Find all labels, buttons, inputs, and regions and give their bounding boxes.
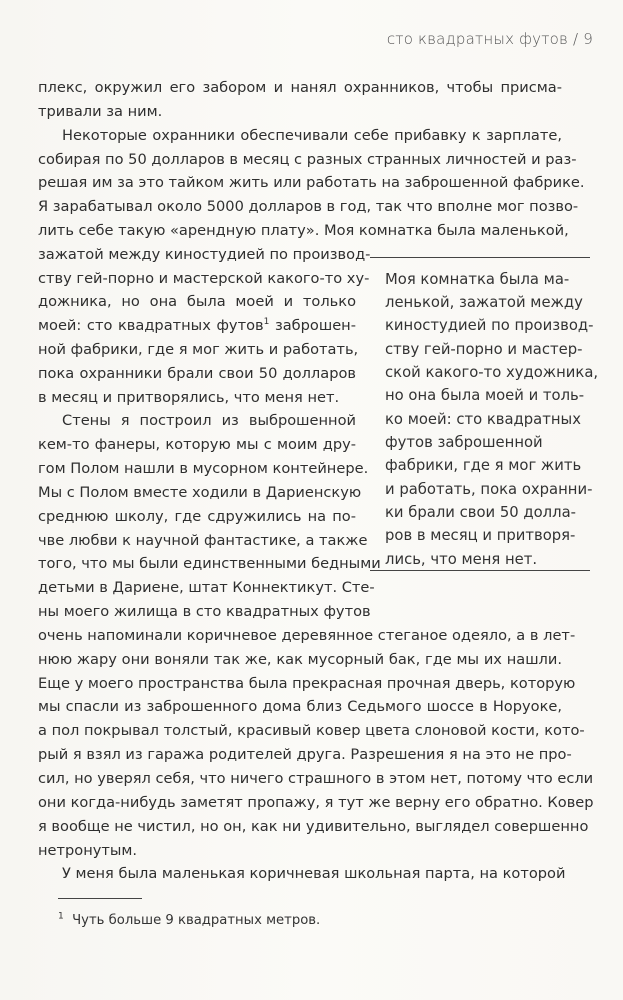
body-line: очень напоминали коричневое деревянное стеганое одеяло, а в лет- <box>38 627 576 644</box>
body-line: в месяц и притворялись, что меня нет. <box>38 389 340 406</box>
body-line: собирая по 50 долларов в месяц с разных странных личностей и раз- <box>38 151 577 168</box>
pull-quote-top-rule <box>370 257 590 258</box>
pull-quote-line: киностудией по производ- <box>385 317 594 334</box>
body-line: тривали за ним. <box>38 103 163 120</box>
body-line: Еще у моего пространства была прекрасная прочная дверь, которую <box>38 675 576 692</box>
body-line: лить себе такую «арендную плату». Моя комнатка была маленькой, <box>38 222 569 239</box>
body-line: Мы с Полом вместе ходили в Дариенскую <box>38 484 362 501</box>
pull-quote-line: Моя комнатка была ма- <box>385 271 570 288</box>
pull-quote-line: и работать, пока охранни- <box>385 481 593 498</box>
body-line: мы спасли из заброшенного дома близ Седьмого шоссе в Норуоке, <box>38 698 562 715</box>
pull-quote-line: ко моей: сто квадратных <box>385 411 581 428</box>
pull-quote-line: но она была моей и толь- <box>385 387 585 404</box>
body-line: ны моего жилища в сто квадратных футов <box>38 603 371 620</box>
body-line: решая им за это тайком жить или работать на заброшенной фабрике. <box>38 174 585 191</box>
pull-quote-line: футов заброшенной <box>385 434 543 451</box>
body-line-part: моей: сто квадратных футов <box>38 317 264 334</box>
footnote-number: 1 <box>58 911 64 922</box>
body-line: чве любви к научной фантастике, а также <box>38 532 368 549</box>
body-line: рый я взял из гаража родителей друга. Разрешения я на это не про- <box>38 746 572 763</box>
body-line: гом Полом нашли в мусорном контейнере. <box>38 460 369 477</box>
pull-quote-line: лись, что меня нет. <box>385 551 538 568</box>
pull-quote-line: ленькой, зажатой между <box>385 294 583 311</box>
body-line: нюю жару они воняли так же, как мусорный бак, где мы их нашли. <box>38 651 562 668</box>
pull-quote-line: ров в месяц и притворя- <box>385 527 576 544</box>
body-line: сил, но уверял себя, что ничего страшного в этом нет, потому что если <box>38 770 594 787</box>
pull-quote-line: ки брали свои 50 долла- <box>385 504 576 521</box>
pull-quote-line: ству гей-порно и мастер- <box>385 341 583 358</box>
body-line-with-footnote <box>38 314 356 337</box>
body-line: Некоторые охранники обеспечивали себе прибавку к зарплате, <box>62 127 562 144</box>
body-line: дожника, но она была моей и только <box>38 293 356 310</box>
body-line: кем-то фанеры, которую мы с моим дру- <box>38 436 356 453</box>
body-line: нетронутым. <box>38 842 138 859</box>
body-line: детьми в Дариене, штат Коннектикут. Сте- <box>38 579 375 596</box>
body-line: а пол покрывал толстый, красивый ковер цвета слоновой кости, кото- <box>38 722 585 739</box>
running-head: сто квадратных футов / 9 <box>386 30 593 48</box>
body-line: плекс, окружил его забором и нанял охранников, чтобы присма- <box>38 79 562 96</box>
body-line: зажатой между киностудией по производ- <box>38 246 371 263</box>
body-line: ству гей-порно и мастерской какого-то ху- <box>38 270 370 287</box>
pull-quote-line: ской какого-то художника, <box>385 364 599 381</box>
body-line: я вообще не чистил, но он, как ни удивительно, выглядел совершенно <box>38 818 589 835</box>
body-line: они когда-нибудь заметят пропажу, я тут же верну его обратно. Ковер <box>38 794 594 811</box>
footnote-text: Чуть больше 9 квадратных метров. <box>72 913 321 928</box>
footnote <box>58 913 320 928</box>
pull-quote-line: фабрики, где я мог жить <box>385 457 582 474</box>
body-line: У меня была маленькая коричневая школьная парта, на которой <box>62 865 566 882</box>
body-line-part: заброшен- <box>274 317 356 334</box>
body-line: ной фабрики, где я мог жить и работать, <box>38 341 359 358</box>
body-line: Я зарабатывал около 5000 долларов в год, так что вполне мог позво- <box>38 198 579 215</box>
footnote-ref: 1 <box>263 317 270 328</box>
pull-quote-bottom-rule <box>370 570 590 571</box>
footnote-rule <box>58 898 142 899</box>
body-line: того, что мы были единственными бедными <box>38 555 381 572</box>
body-line: пока охранники брали свои 50 долларов <box>38 365 356 382</box>
body-line: Стены я построил из выброшенной <box>62 412 356 429</box>
body-line: среднюю школу, где сдружились на по- <box>38 508 356 525</box>
